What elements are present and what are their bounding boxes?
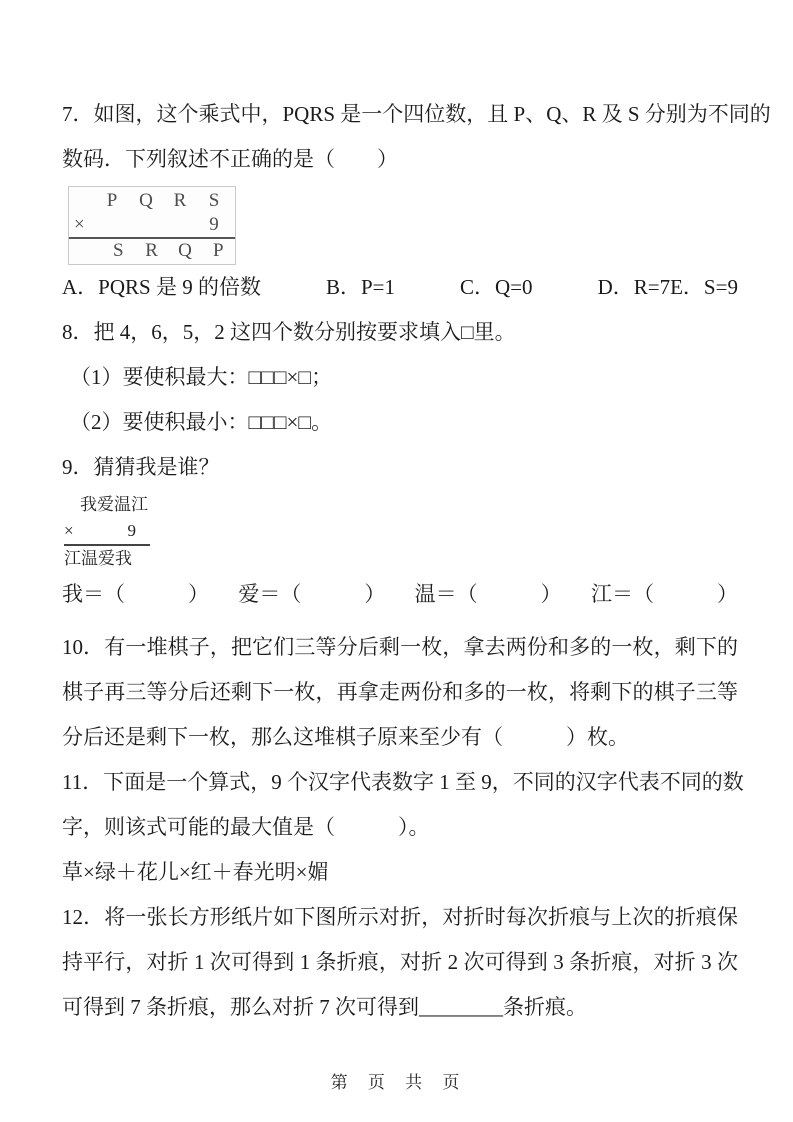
vertical-multiplication-figure bbox=[64, 492, 150, 572]
problem-9 bbox=[62, 445, 738, 617]
problem-10-line-1: 10．有一堆棋子，把它们三等分后剩一枚，拿去两份和多的一枚，剩下的 bbox=[62, 635, 738, 659]
problem-7-line-1: 7．如图，这个乘式中，PQRS 是一个四位数，且 P、Q、R 及 S 分别为不同的 bbox=[62, 102, 771, 126]
multiply-sign: × bbox=[74, 214, 85, 235]
answer-blank-jiang: 江＝（ ） bbox=[590, 582, 738, 606]
spacer bbox=[76, 239, 102, 263]
spacer bbox=[163, 213, 197, 237]
multiplicand-row: 我爱温江 bbox=[80, 495, 148, 514]
problem-11-expression: 草×绿＋花儿×红＋春光明×媚 bbox=[62, 860, 329, 884]
product-digit: R bbox=[145, 240, 158, 261]
problem-8-line: 8．把 4，6，5，2 这四个数分别按要求填入□里。 bbox=[62, 320, 516, 344]
worksheet-content bbox=[62, 92, 771, 1030]
product-digit: Q bbox=[178, 240, 192, 261]
multiplier-row bbox=[69, 213, 235, 239]
answer-blank-ai: 爱＝（ ） bbox=[238, 582, 386, 606]
multiplier-row bbox=[64, 518, 150, 546]
problem-11-line-1: 11．下面是一个算式，9 个汉字代表数字 1 至 9，不同的汉字代表不同的数 bbox=[62, 770, 744, 794]
multiplier-digit: 9 bbox=[209, 214, 219, 235]
multiplicand-digit: P bbox=[106, 190, 118, 211]
problem-10-line-3: 分后还是剩下一枚，那么这堆棋子原来至少有（ ）枚。 bbox=[62, 725, 629, 749]
problem-9-answer-blanks bbox=[62, 572, 738, 617]
spacer bbox=[95, 213, 129, 237]
multiplicand-digit: S bbox=[208, 190, 220, 211]
multiplicand-digit: Q bbox=[139, 190, 153, 211]
product-row: 江温爱我 bbox=[64, 549, 132, 568]
product-digit: S bbox=[112, 240, 124, 261]
problem-12-line-2: 持平行，对折 1 次可得到 1 条折痕，对折 2 次可得到 3 条折痕，对折 3 次 bbox=[62, 950, 738, 974]
problem-9-line: 9．猜猜我是谁？ bbox=[62, 455, 220, 479]
problem-12-line-1: 12．将一张长方形纸片如下图所示对折，对折时每次折痕与上次的折痕保 bbox=[62, 905, 738, 929]
product-row bbox=[69, 239, 235, 263]
problem-10-line-2: 棋子再三等分后还剩下一枚，再拿走两份和多的一枚，将剩下的棋子三等 bbox=[62, 680, 738, 704]
answer-blank-wen: 温＝（ ） bbox=[414, 582, 562, 606]
option-a: A．PQRS 是 9 的倍数 bbox=[62, 275, 261, 299]
problem-7 bbox=[62, 92, 771, 310]
option-d: D．R=7E．S=9 bbox=[597, 275, 738, 299]
problem-7-options bbox=[62, 265, 738, 310]
multiply-sign: × bbox=[64, 521, 74, 540]
problem-11 bbox=[62, 760, 744, 895]
multiplicand-row bbox=[69, 189, 235, 213]
problem-10 bbox=[62, 625, 738, 760]
option-c: C．Q=0 bbox=[460, 275, 533, 299]
page-footer: 第 页 共 页 bbox=[330, 1073, 463, 1092]
problem-12-line-3: 可得到 7 条折痕，那么对折 7 次可得到________条折痕。 bbox=[62, 995, 587, 1019]
problem-12 bbox=[62, 895, 738, 1030]
multiplicand-digit: R bbox=[173, 190, 187, 211]
spacer bbox=[69, 189, 95, 213]
pqrs-multiplication-figure bbox=[68, 186, 236, 265]
product-digit: P bbox=[213, 240, 224, 261]
option-b: B．P=1 bbox=[325, 275, 396, 299]
spacer bbox=[129, 213, 163, 237]
problem-7-line-2: 数码．下列叙述不正确的是（ ） bbox=[62, 147, 398, 171]
problem-8 bbox=[62, 310, 738, 445]
multiplier-digit: 9 bbox=[127, 521, 136, 540]
problem-8-sub-1: （1）要使积最大：□□□×□； bbox=[70, 365, 333, 389]
problem-11-line-2: 字，则该式可能的最大值是（ ）。 bbox=[62, 815, 430, 839]
answer-blank-wo: 我＝（ ） bbox=[62, 582, 209, 606]
problem-8-sub-2: （2）要使积最小：□□□×□。 bbox=[70, 410, 333, 434]
